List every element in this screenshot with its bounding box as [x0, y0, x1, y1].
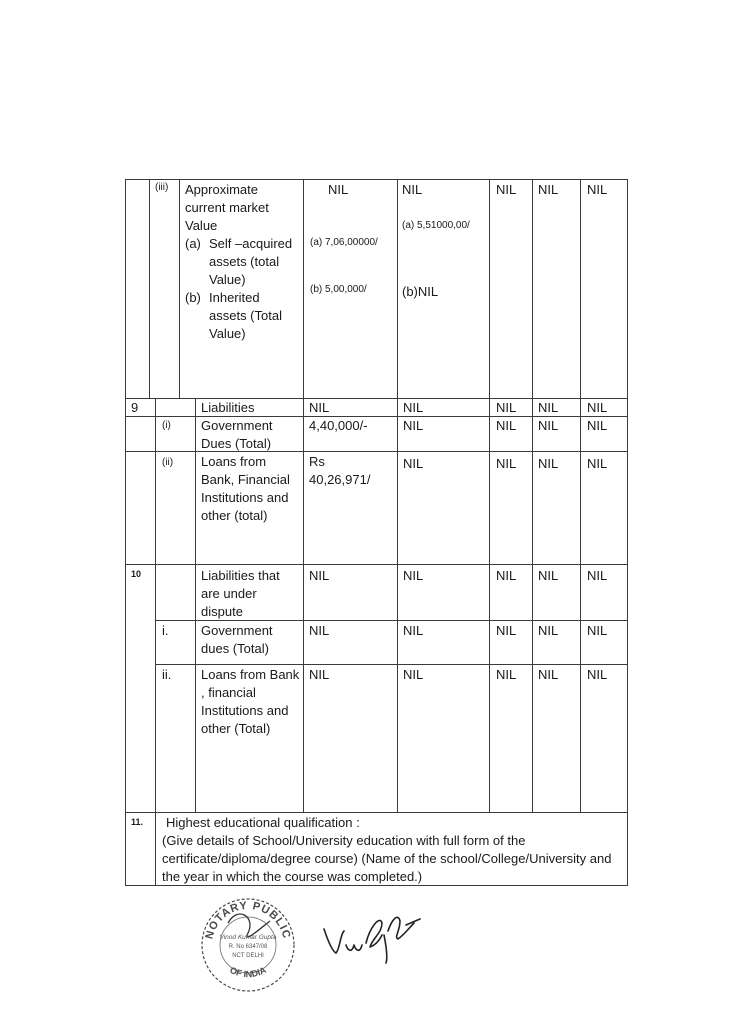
row-iii-col3: NIL: [496, 182, 517, 197]
row-10-ii-col5: NIL: [587, 667, 608, 682]
row-iii-heading: Approximate current market Value: [185, 182, 269, 233]
row-iii-sub-b: (b) Inherited assets (Total Value): [185, 290, 282, 341]
row-10-i-text: Government dues (Total): [201, 623, 273, 656]
row-10-number: 10: [131, 569, 142, 579]
row-9-label: Liabilities: [201, 400, 255, 415]
stamp-top-text: NOTARY PUBLIC: [203, 899, 293, 941]
row-iii-col4: NIL: [538, 182, 559, 197]
row-9-col1: NIL: [309, 400, 330, 415]
row-9-ii-col3: NIL: [496, 456, 517, 471]
row-10-ii-col3: NIL: [496, 667, 517, 682]
row-iii-label: (iii): [155, 182, 169, 193]
row-9-col2: NIL: [403, 400, 424, 415]
row-9-i-col4: NIL: [538, 418, 559, 433]
row-iii-col2-a: (a) 5,51000,00/: [402, 220, 470, 231]
row-9-ii-label: (ii): [162, 457, 174, 468]
row-iii-col2-top: NIL: [402, 182, 423, 197]
row-11-number: 11.: [131, 817, 144, 827]
row-9-col3: NIL: [496, 400, 517, 415]
row-10-col5: NIL: [587, 568, 608, 583]
row-10-label: Liabilities that are under dispute: [201, 568, 280, 619]
row-10-col3: NIL: [496, 568, 517, 583]
row-10-col2: NIL: [403, 568, 424, 583]
row-iii-col5: NIL: [587, 182, 608, 197]
row-10-col1: NIL: [309, 568, 330, 583]
row-10-i-col3: NIL: [496, 623, 517, 638]
row-9-i-col5: NIL: [587, 418, 608, 433]
row-10-i-col5: NIL: [587, 623, 608, 638]
row-9-i-col3: NIL: [496, 418, 517, 433]
row-9-col5: NIL: [587, 400, 608, 415]
row-9-i-text: Government Dues (Total): [201, 418, 273, 451]
row-9-ii-text: Loans from Bank, Financial Institutions and other (total): [201, 454, 290, 523]
row-10-ii-col4: NIL: [538, 667, 559, 682]
stamp-reg: R. No 6347/08: [228, 944, 268, 950]
row-10-i-label: i.: [162, 623, 169, 638]
row-9-i-label: (i): [162, 420, 171, 431]
stamp-bottom-text: OF INDIA: [228, 964, 268, 980]
row-10-ii-text: Loans from Bank , financial Institutions and other (Total): [201, 667, 300, 736]
row-9-i-col2: NIL: [403, 418, 424, 433]
notary-stamp: [198, 895, 298, 995]
row-iii-description: [185, 181, 300, 343]
row-11-details: (Give details of School/University education with full form of the certificate/diploma/degree course) (Name of the school/College/University and the year in which the course was completed.): [162, 833, 612, 884]
row-10-ii-label: ii.: [162, 667, 172, 682]
row-iii-col1-top: NIL: [328, 182, 349, 197]
row-10-i-col2: NIL: [403, 623, 424, 638]
stamp-name: Vinod Kumar Gupta: [219, 934, 277, 941]
row-iii-col1-a: (a) 7,06,00000/: [310, 237, 378, 248]
row-10-i-col1: NIL: [309, 623, 330, 638]
row-iii-col1-b: (b) 5,00,000/: [310, 284, 367, 295]
row-9-col4: NIL: [538, 400, 559, 415]
row-10-ii-col2: NIL: [403, 667, 424, 682]
row-10-ii-col1: NIL: [309, 667, 330, 682]
row-11-title: Highest educational qualification :: [166, 815, 360, 830]
row-9-ii-col5: NIL: [587, 456, 608, 471]
row-10-col4: NIL: [538, 568, 559, 583]
row-10-i-col4: NIL: [538, 623, 559, 638]
row-iii-sub-a: (a) Self –acquired assets (total Value): [185, 236, 293, 287]
row-9-ii-col1: Rs 40,26,971/: [309, 454, 371, 487]
signature: [320, 905, 430, 965]
row-9-i-col1: 4,40,000/-: [309, 418, 368, 433]
row-9-ii-col4: NIL: [538, 456, 559, 471]
row-iii-col2-b: (b)NIL: [402, 284, 439, 299]
stamp-city: NCT DELHI: [232, 953, 264, 959]
row-9-ii-col2: NIL: [403, 456, 424, 471]
row-9-number: 9: [131, 400, 139, 415]
